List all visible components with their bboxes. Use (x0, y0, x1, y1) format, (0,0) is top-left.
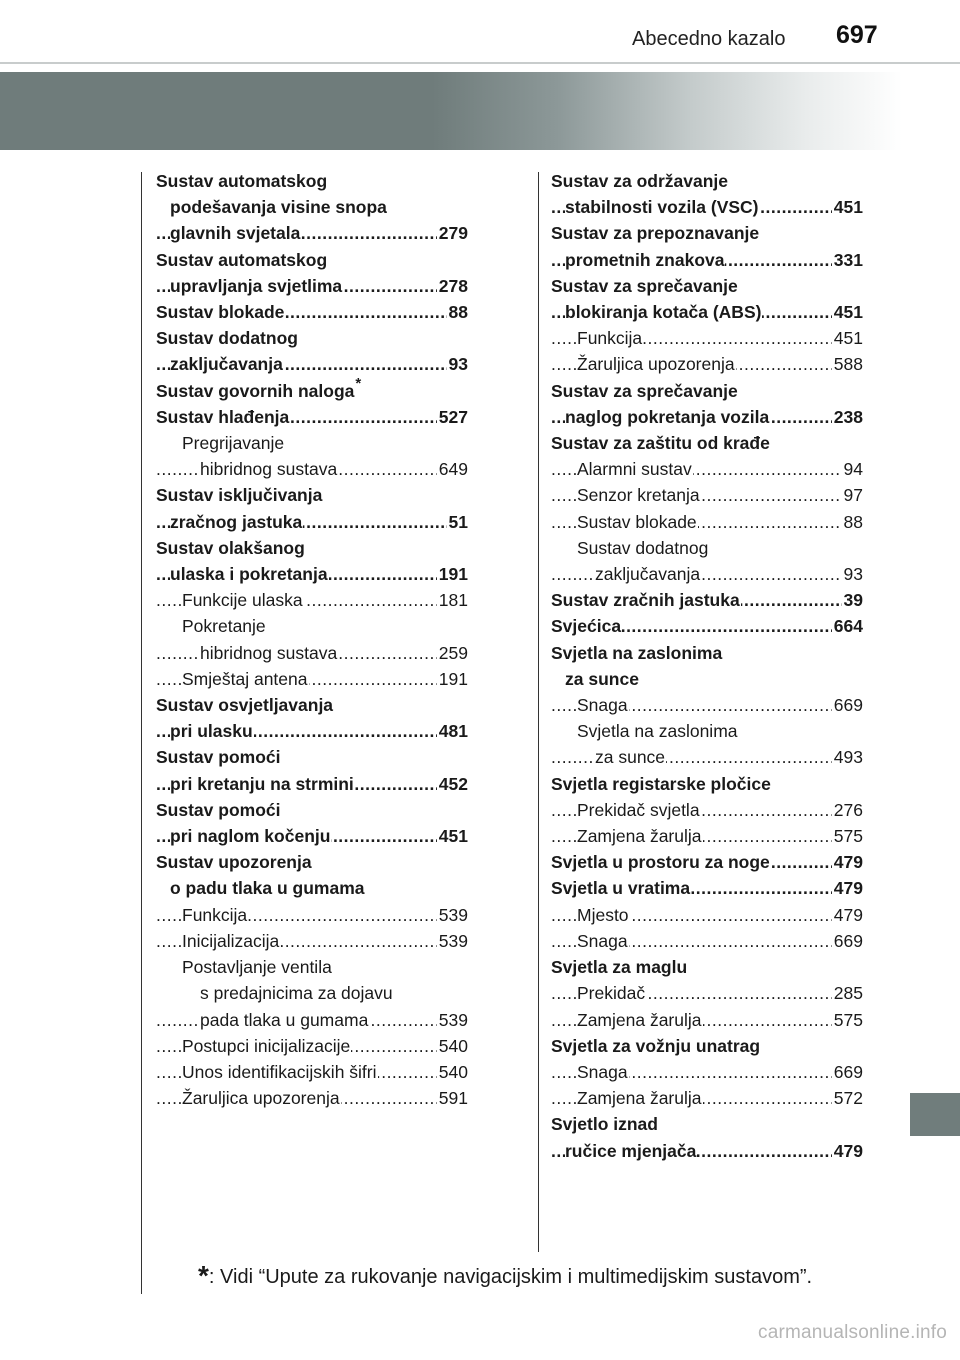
entry-text: Unos identifikacijskih šifri (182, 1061, 377, 1082)
index-subentry (551, 980, 863, 1006)
index-entry (551, 771, 863, 797)
page-reference: 664 (832, 613, 863, 639)
index-entry (551, 587, 863, 613)
entry-text: Svjetla za vožnju unatrag (551, 1035, 761, 1056)
header-divider (0, 62, 960, 64)
entry-text: Sustav za sprečavanje (551, 275, 738, 296)
entry-text: Sustav pomoći (156, 799, 281, 820)
entry-text: Sustav dodatnog (577, 537, 709, 558)
entry-text: Svjetla registarske pločice (551, 773, 771, 794)
entry-text: Zamjena žarulja (577, 826, 702, 847)
entry-text: Sustav olakšanog (156, 537, 305, 558)
entry-text: Svjećica (551, 616, 622, 637)
index-entry (551, 247, 863, 273)
index-entry (156, 744, 468, 770)
entry-text: Funkcija (577, 328, 643, 349)
entry-text: hibridnog sustava (200, 642, 338, 663)
entry-text: Žaruljica upozorenja (577, 354, 735, 375)
index-subentry (156, 954, 468, 980)
index-entry (551, 1033, 863, 1059)
page-reference: 278 (437, 273, 468, 299)
page-reference: 493 (832, 744, 863, 770)
index-entry (156, 797, 468, 823)
index-entry (156, 247, 468, 273)
index-entry (551, 1111, 863, 1137)
index-column-left (156, 168, 468, 1111)
page-reference: 451 (437, 823, 468, 849)
entry-text: Sustav zračnih jastuka (551, 590, 740, 611)
entry-text: Snaga (577, 695, 628, 716)
section-title: Abecedno kazalo (632, 28, 786, 50)
page-reference: 540 (437, 1059, 468, 1085)
index-entry (551, 404, 863, 430)
page-reference: 452 (437, 771, 468, 797)
index-entry (156, 299, 468, 325)
entry-text: Postupci inicijalizacije (182, 1035, 351, 1056)
index-entry (156, 561, 468, 587)
entry-text: naglog pokretanja vozila (565, 406, 770, 427)
entry-text: Sustav blokade (577, 511, 697, 532)
entry-text: Funkcije ulaska (182, 590, 303, 611)
page-number: 697 (836, 21, 878, 49)
index-subentry (551, 797, 863, 823)
entry-text: Sustav pomoći (156, 747, 281, 768)
index-entry (551, 168, 863, 194)
entry-text: Snaga (577, 1061, 628, 1082)
entry-text: Sustav dodatnog (156, 328, 298, 349)
index-entry (551, 273, 863, 299)
index-subentry (551, 692, 863, 718)
index-subentry (551, 509, 863, 535)
entry-text: blokiranja kotača (ABS) (565, 302, 762, 323)
index-entry (551, 666, 863, 692)
page-reference: 649 (437, 456, 468, 482)
entry-text: podešavanja visine snopa (170, 197, 387, 218)
page-reference: 451 (832, 325, 863, 351)
entry-text: pri ulasku (170, 721, 253, 742)
page-reference: 94 (842, 456, 863, 482)
page-reference: 669 (832, 1059, 863, 1085)
page-reference: 669 (832, 928, 863, 954)
entry-text: zaključavanja (595, 564, 701, 585)
entry-text: Sustav za održavanje (551, 171, 729, 191)
index-subentry (156, 1059, 468, 1085)
entry-text: Prekidač svjetla (577, 799, 700, 820)
index-entry (156, 875, 468, 901)
entry-text: Svjetla na zaslonima (577, 721, 738, 742)
entry-text: Svjetla u prostoru za noge (551, 852, 770, 873)
entry-text: stabilnosti vozila (VSC) (565, 197, 759, 218)
entry-text: Zamjena žarulja (577, 1088, 702, 1109)
page-reference: 539 (437, 1007, 468, 1033)
index-subentry (156, 456, 468, 482)
page-reference: 279 (437, 220, 468, 246)
index-entry (551, 875, 863, 901)
entry-text: za sunce (595, 747, 666, 768)
entry-text: Sustav automatskog (156, 249, 328, 270)
entry-text: glavnih svjetala (170, 223, 301, 244)
entry-text: pri naglom kočenju (170, 826, 331, 847)
footnote-marker: * (355, 377, 362, 392)
index-entry (551, 954, 863, 980)
entry-text: Žaruljica upozorenja (182, 1088, 340, 1109)
index-entry (551, 378, 863, 404)
page-reference: 451 (832, 194, 863, 220)
index-entry (156, 325, 468, 351)
column-divider (538, 172, 539, 1252)
index-subentry (156, 1007, 468, 1033)
page-reference: 479 (832, 875, 863, 901)
index-subentry (551, 482, 863, 508)
entry-text: za sunce (565, 668, 639, 689)
index-subentry (551, 456, 863, 482)
entry-text: Smještaj antena (182, 668, 308, 689)
section-banner (0, 72, 960, 150)
index-subentry (551, 928, 863, 954)
index-entry (551, 299, 863, 325)
index-subentry (551, 351, 863, 377)
entry-text: Sustav isključivanja (156, 485, 323, 506)
index-subentry (156, 640, 468, 666)
entry-text: Mjesto (577, 904, 629, 925)
index-subentry (551, 1007, 863, 1033)
index-subentry (156, 430, 468, 456)
page-reference: 276 (832, 797, 863, 823)
entry-text: Pregrijavanje (182, 433, 285, 454)
index-entry (156, 692, 468, 718)
index-entry (156, 823, 468, 849)
index-subentry (551, 902, 863, 928)
entry-text: Funkcija (182, 904, 248, 925)
index-entry (551, 613, 863, 639)
entry-text: Senzor kretanja (577, 485, 700, 506)
index-entry (156, 168, 468, 194)
page-reference: 481 (437, 718, 468, 744)
index-subentry (551, 535, 863, 561)
entry-text: ručice mjenjača (565, 1140, 697, 1161)
page-reference: 39 (842, 587, 863, 613)
entry-text: ulaska i pokretanja (170, 564, 328, 585)
index-entry (551, 194, 863, 220)
page-reference: 479 (832, 1138, 863, 1164)
page-reference: 88 (842, 509, 863, 535)
page-reference: 93 (842, 561, 863, 587)
entry-text: Svjetlo iznad (551, 1114, 658, 1135)
watermark: carmanualsonline.info (758, 1322, 948, 1343)
entry-text: Sustav osvjetljavanja (156, 695, 334, 716)
index-column-right (551, 168, 863, 1164)
entry-text: Sustav za prepoznavanje (551, 223, 760, 244)
page-reference: 238 (832, 404, 863, 430)
page-reference: 451 (832, 299, 863, 325)
page-reference: 191 (437, 666, 468, 692)
entry-text: Svjetla u vratima (551, 878, 691, 899)
page-reference: 539 (437, 928, 468, 954)
index-entry (156, 194, 468, 220)
page-reference: 591 (437, 1085, 468, 1111)
entry-text: Sustav upozorenja (156, 852, 312, 873)
page-reference: 575 (832, 1007, 863, 1033)
index-entry (156, 482, 468, 508)
index-entry (551, 1138, 863, 1164)
page-reference: 540 (437, 1033, 468, 1059)
entry-text: zračnog jastuka (170, 511, 303, 532)
page-reference: 88 (447, 299, 468, 325)
index-entry (551, 430, 863, 456)
index-entry (156, 771, 468, 797)
entry-text: Svjetla za maglu (551, 957, 688, 978)
index-entry (156, 273, 468, 299)
entry-text: prometnih znakova (565, 249, 725, 270)
index-entry (551, 640, 863, 666)
page-header (0, 0, 960, 62)
entry-text: o padu tlaka u gumama (170, 878, 365, 899)
entry-text: s predajnicima za dojavu (200, 983, 393, 1004)
entry-text: Sustav automatskog (156, 171, 328, 191)
entry-text: Zamjena žarulja (577, 1009, 702, 1030)
page-reference: 259 (437, 640, 468, 666)
index-entry (156, 718, 468, 744)
entry-text: Postavljanje ventila (182, 957, 332, 978)
entry-text: Pokretanje (182, 616, 266, 637)
index-entry (156, 535, 468, 561)
index-subentry (551, 561, 863, 587)
entry-text: Sustav hlađenja (156, 406, 290, 427)
page-reference: 285 (832, 980, 863, 1006)
index-entry (551, 849, 863, 875)
index-subentry (156, 902, 468, 928)
page-reference: 181 (437, 587, 468, 613)
index-entry (551, 220, 863, 246)
index-subentry (551, 744, 863, 770)
index-subentry (156, 613, 468, 639)
page-reference: 191 (437, 561, 468, 587)
entry-text: Sustav blokade (156, 302, 285, 323)
page-reference: 97 (842, 482, 863, 508)
page-reference: 479 (832, 849, 863, 875)
entry-text: zaključavanja (170, 354, 283, 375)
left-margin-rule (141, 172, 142, 1294)
entry-text: Sustav za sprečavanje (551, 380, 738, 401)
index-subentry (551, 1059, 863, 1085)
entry-text: Sustav govornih naloga (156, 380, 355, 401)
footnote-marker: * (198, 1260, 209, 1291)
page-reference: 527 (437, 404, 468, 430)
entry-text: pada tlaka u gumama (200, 1009, 369, 1030)
index-subentry (156, 1033, 468, 1059)
index-subentry (156, 928, 468, 954)
entry-text: pri kretanju na strmini (170, 773, 354, 794)
page-reference: 575 (832, 823, 863, 849)
index-entry (156, 378, 468, 404)
page-reference: 539 (437, 902, 468, 928)
footnote-text: : Vidi “Upute za rukovanje navigacijskim i multimedijskim sustavom”. (208, 1266, 813, 1288)
index-subentry (551, 325, 863, 351)
index-subentry (156, 980, 468, 1006)
entry-text: Alarmni sustav (577, 459, 692, 480)
entry-text: Prekidač (577, 983, 646, 1004)
index-subentry (551, 823, 863, 849)
index-subentry (551, 1085, 863, 1111)
page-reference: 479 (832, 902, 863, 928)
entry-text: Inicijalizacija (182, 930, 280, 951)
index-entry (156, 220, 468, 246)
index-entry (156, 404, 468, 430)
page-reference: 588 (832, 351, 863, 377)
footnote (198, 1258, 812, 1290)
index-subentry (156, 587, 468, 613)
entry-text: hibridnog sustava (200, 459, 338, 480)
entry-text: Snaga (577, 930, 628, 951)
entry-text: Sustav za zaštitu od krađe (551, 433, 770, 454)
page-reference: 572 (832, 1085, 863, 1111)
index-entry (156, 849, 468, 875)
entry-text: Svjetla na zaslonima (551, 642, 723, 663)
page-reference: 331 (832, 247, 863, 273)
index-subentry (156, 666, 468, 692)
index-entry (156, 509, 468, 535)
page-reference: 669 (832, 692, 863, 718)
page-reference: 51 (447, 509, 468, 535)
index-entry (156, 351, 468, 377)
chapter-tab (910, 1093, 960, 1136)
index-subentry (551, 718, 863, 744)
entry-text: upravljanja svjetlima (170, 275, 343, 296)
index-subentry (156, 1085, 468, 1111)
page-reference: 93 (447, 351, 468, 377)
